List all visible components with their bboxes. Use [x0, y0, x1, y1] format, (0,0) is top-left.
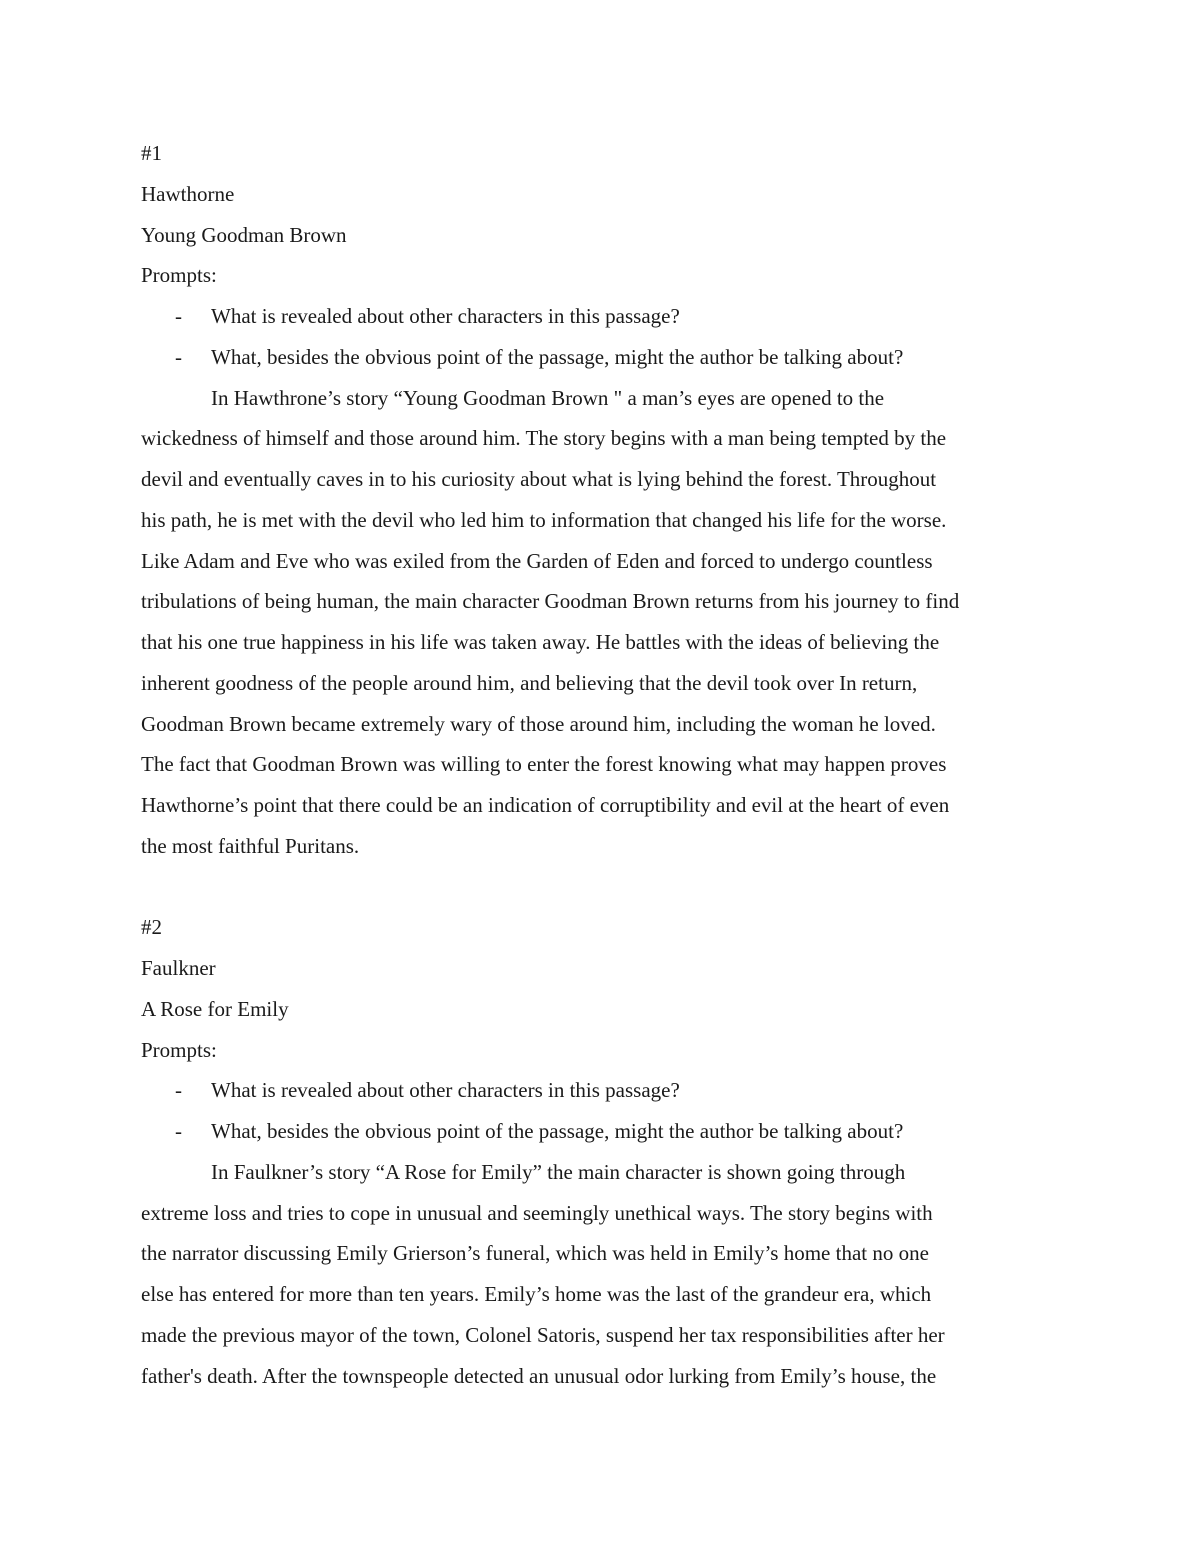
paragraph-line: devil and eventually caves in to his curiosity about what is lying behind the forest. Throughout	[141, 467, 937, 491]
paragraph-line: Goodman Brown became extremely wary of those around him, including the woman he loved.	[141, 711, 936, 736]
paragraph-line: father's death. After the townspeople detected an unusual odor lurking from Emily’s house, the	[141, 1363, 937, 1388]
prompt-item	[141, 1111, 1081, 1152]
paragraph-line: In Faulkner’s story “A Rose for Emily” the main character is shown going through	[211, 1159, 906, 1184]
section-2	[141, 907, 1081, 1396]
paragraph-line: extreme loss and tries to cope in unusual and seemingly unethical ways. The story begins with	[141, 1200, 933, 1225]
section-title: A Rose for Emily	[141, 996, 289, 1021]
prompt-item	[141, 337, 1081, 378]
paragraph-line: Hawthorne’s point that there could be an indication of corruptibility and evil at the heart of even	[141, 793, 950, 817]
section-title: Young Goodman Brown	[141, 222, 347, 247]
paragraph-line: the most faithful Puritans.	[141, 833, 360, 858]
section-author: Faulkner	[141, 956, 216, 980]
section-spacer	[141, 867, 1081, 908]
paragraph-line: made the previous mayor of the town, Colonel Satoris, suspend her tax responsibilities after her	[141, 1322, 945, 1347]
paragraph-line: Like Adam and Eve who was exiled from the Garden of Eden and forced to undergo countless	[141, 548, 933, 573]
bullet-dash: -	[175, 344, 182, 369]
response-paragraph	[141, 378, 1081, 867]
paragraph-line: The fact that Goodman Brown was willing to enter the forest knowing what may happen proves	[141, 752, 947, 777]
section-number: #2	[141, 915, 162, 940]
prompt-item	[141, 296, 1081, 337]
bullet-dash: -	[175, 1078, 182, 1103]
paragraph-line: tribulations of being human, the main character Goodman Brown returns from his journey to find	[141, 589, 960, 614]
prompts-label: Prompts:	[141, 263, 217, 288]
prompt-text: What, besides the obvious point of the passage, might the author be talking about?	[211, 1119, 904, 1143]
document-body	[141, 133, 1081, 1396]
prompt-item	[141, 1070, 1081, 1111]
prompt-text: What is revealed about other characters in this passage?	[211, 1078, 680, 1103]
paragraph-line: the narrator discussing Emily Grierson’s funeral, which was held in Emily’s home that no one	[141, 1241, 929, 1266]
section-number: #1	[141, 141, 162, 165]
prompt-text: What is revealed about other characters in this passage?	[211, 304, 680, 328]
paragraph-line: inherent goodness of the people around him, and believing that the devil took over In return,	[141, 670, 918, 695]
paragraph-line: else has entered for more than ten years. Emily’s home was the last of the grandeur era, which	[141, 1282, 932, 1306]
prompt-text: What, besides the obvious point of the passage, might the author be talking about?	[211, 344, 904, 369]
section-author: Hawthorne	[141, 181, 235, 206]
prompts-label: Prompts:	[141, 1037, 217, 1062]
section-1	[141, 133, 1081, 867]
prompts-list	[141, 296, 1081, 378]
paragraph-line: that his one true happiness in his life was taken away. He battles with the ideas of believing the	[141, 630, 940, 654]
paragraph-line: wickedness of himself and those around him. The story begins with a man being tempted by the	[141, 426, 947, 451]
bullet-dash: -	[175, 304, 182, 328]
paragraph-line: his path, he is met with the devil who led him to information that changed his life for the worse.	[141, 507, 947, 532]
bullet-dash: -	[175, 1119, 182, 1143]
response-paragraph	[141, 1152, 1081, 1397]
paragraph-line: In Hawthrone’s story “Young Goodman Brown " a man’s eyes are opened to the	[211, 385, 885, 410]
prompts-list	[141, 1070, 1081, 1152]
